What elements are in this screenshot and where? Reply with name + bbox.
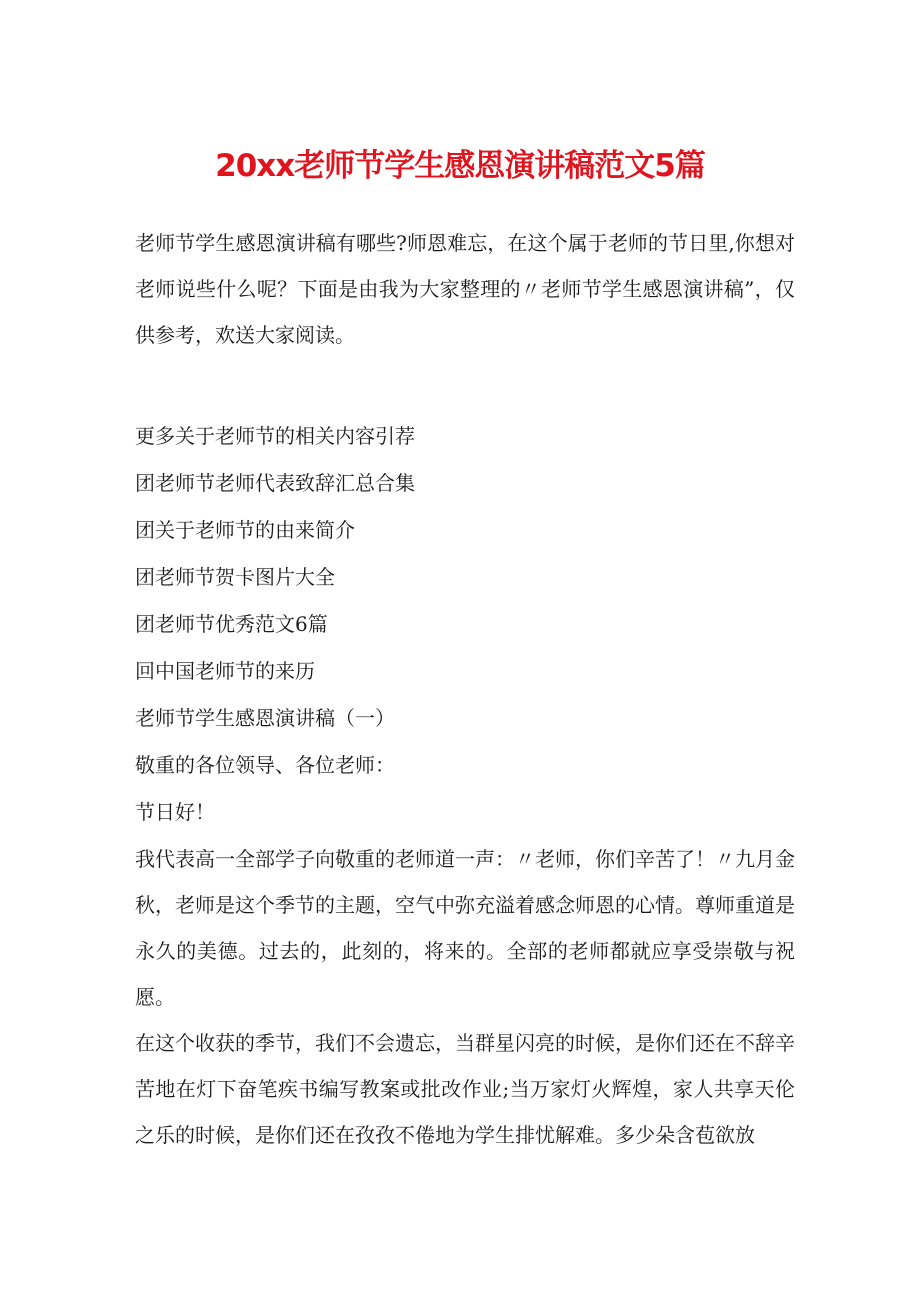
document-body <box>135 220 795 1158</box>
related-link[interactable]: 团老师节贺卡图片大全 <box>135 565 335 589</box>
section-heading: 老师节学生感恩演讲稿（一） <box>135 706 395 730</box>
salutation: 敬重的各位领导、各位老师： <box>135 753 395 777</box>
intro-paragraph: 老师节学生感恩演讲稿有哪些?师恩难忘，在这个属于老师的节日里,你想对老师说些什么呢？下面是由我为大家整理的〃老师节学生感恩演讲稿”，仅供参考，欢送大家阅读。 <box>135 231 795 347</box>
related-link[interactable]: 团关于老师节的由来简介 <box>135 518 355 542</box>
spacer <box>135 358 795 413</box>
document-title: 20xx老师节学生感恩演讲稿范文5篇 <box>215 148 705 184</box>
speech-paragraph: 在这个收获的季节，我们不会遗忘，当群星闪亮的时候，是你们还在不辞辛苦地在灯下奋笔疾书编写教案或批改作业;当万家灯火辉煌，家人共享天伦之乐的时候，是你们还在孜孜不倦地为学生排忧解难。多少朵含苞欲放 <box>135 1031 795 1147</box>
related-link[interactable]: 团老师节优秀范文6篇 <box>135 612 328 636</box>
related-link[interactable]: 团老师节老师代表致辞汇总合集 <box>135 471 415 495</box>
greeting: 节日好！ <box>135 800 215 824</box>
related-section <box>135 413 795 695</box>
speech-section <box>135 695 795 1158</box>
related-link[interactable]: 回中国老师节的来历 <box>135 659 315 683</box>
speech-paragraph: 我代表高一全部学子向敬重的老师道一声：〃老师，你们辛苦了！〃九月金秋，老师是这个季节的主题，空气中弥充溢着感念师恩的心情。尊师重道是永久的美德。过去的，此刻的，将来的。全部的老师都就应享受崇敬与祝愿。 <box>135 847 795 1009</box>
intro-section <box>135 220 795 358</box>
related-heading: 更多关于老师节的相关内容引荐 <box>135 424 415 448</box>
